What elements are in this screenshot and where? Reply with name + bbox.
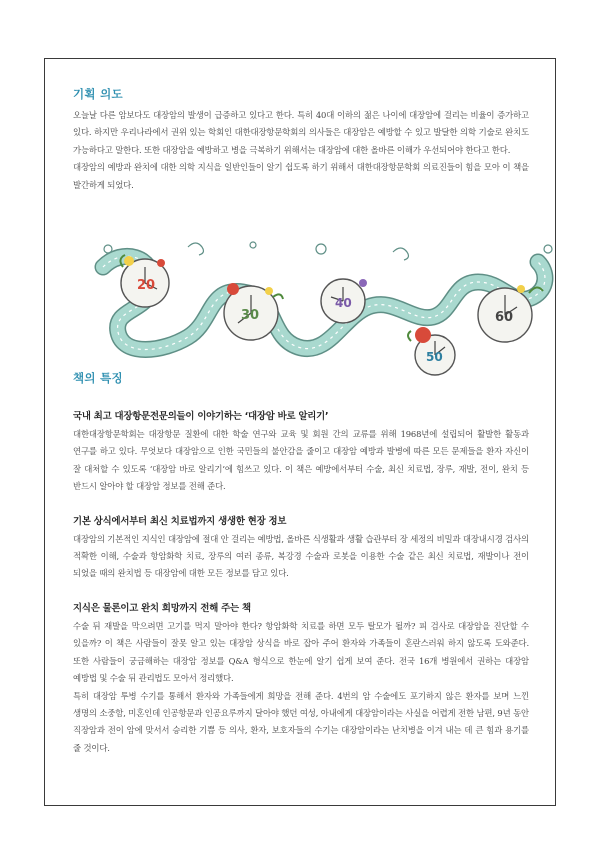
planning-paragraph-2: 대장암의 예방과 완치에 대한 의학 지식을 일반인들이 알기 쉽도록 하기 위해서 대한대장항문학회 의료진들이 힘을 모아 이 책을 발간하게 되었다. xyxy=(73,162,529,190)
clock-60-label: 60 xyxy=(495,310,514,325)
feature-3-paragraph-2: 특히 대장암 투병 수기를 통해서 환자와 가족들에게 희망을 전해 준다. 4번의 암 수술에도 포기하지 않은 환자를 보며 느낀 생명의 소중함, 미혼인데 인공항문과 인공요루까지 달아야 했던 여성, 아내에게 대장암이라는 사실을 어렵게 전한 남편, 9년 동안 직장암과 전이 암에 맞서서 승리한 기쁨 등 의사, 환자, 보호자들의 수기는 대장암이라는 난치병을 이겨 내는 데 큰 힘과 용기를 줄 것이다. xyxy=(73,690,529,753)
feature-1-title: 국내 최고 대장항문전문의들이 이야기하는 ‘대장암 바로 알리기’ xyxy=(73,411,329,423)
clock-20-label: 20 xyxy=(137,278,156,293)
feature-2-title: 기본 상식에서부터 최신 치료법까지 생생한 현장 정보 xyxy=(73,515,287,527)
clock-20-icon xyxy=(120,255,169,307)
feature-3-paragraph-1: 수술 뒤 재발을 막으려면 고기를 먹지 말아야 한다? 항암화학 치료를 하면 모두 탈모가 될까? 피 검사로 대장암을 진단할 수 있을까? 이 책은 사람들이 잘못 알고 있는 대장암 상식을 바로 잡아 주어 환자와 가족들이 혼란스러워 하지 않도록 도와준다. 또한 사람들이 궁금해하는 대장암 정보를 Q&A 형식으로 한눈에 알기 쉽게 보여 준다. 전국 16개 병원에서 권하는 대장암 예방법 및 수술 뒤 관리법도 모아서 정리했다. xyxy=(73,620,529,684)
road-clock-illustration xyxy=(93,237,558,385)
page-content xyxy=(73,86,529,757)
feature-3-title: 지식은 물론이고 완치 희망까지 전해 주는 책 xyxy=(73,602,251,614)
clock-30-label: 30 xyxy=(241,308,260,323)
planning-heading: 기획 의도 xyxy=(73,87,123,101)
feature-1-text: 대한대장항문학회는 대장항문 질환에 대한 학술 연구와 교육 및 회원 간의 교류를 위해 1968년에 설립되어 활발한 활동과 연구를 하고 있다. 무엇보다 대장암으로 인한 국민들의 불안감을 줄이고 대장암 예방과 발병에 따른 모든 문제들을 환자 자신이 잘 대처할 수 있도록 ‘대장암 바로 알리기’에 힘쓰고 있다. 이 책은 예방에서부터 수술, 최신 치료법, 장루, 재발, 전이, 완치 등 반드시 알아야 할 대장암 정보를 전해 준다. xyxy=(73,429,529,492)
clock-50-label: 50 xyxy=(426,350,443,364)
clock-40-label: 40 xyxy=(335,296,352,310)
feature-2-text: 대장암의 기본적인 지식인 대장암에 절대 안 걸리는 예방법, 올바른 식생활과 생활 습관부터 장 세정의 비밀과 대장내시경 검사의 적확한 이해, 수술과 항암화학 치료, 장루의 여러 종류, 복강경 수술과 로봇을 이용한 수술 같은 최신 치료법, 재발이나 전이 되었을 때의 완치법 등 대장암에 대한 모든 정보를 담고 있다. xyxy=(73,533,529,579)
features-heading: 책의 특징 xyxy=(73,371,123,386)
planning-paragraph-1: 오늘날 다른 암보다도 대장암의 발생이 급증하고 있다고 한다. 특히 40대 이하의 젊은 나이에 대장암에 걸리는 비율이 증가하고 있다. 하지만 우리나라에서 권위 있는 학회인 대한대장항문학회의 의사들은 대장암은 예방할 수 있고 발달한 의학 기술로 완치도 가능하다고 말한다. 또한 대장암을 예방하고 병을 극복하기 위해서는 대장암에 대한 올바른 이해가 우선되어야 한다고 한다. xyxy=(73,110,529,155)
clock-50-icon xyxy=(408,327,455,375)
